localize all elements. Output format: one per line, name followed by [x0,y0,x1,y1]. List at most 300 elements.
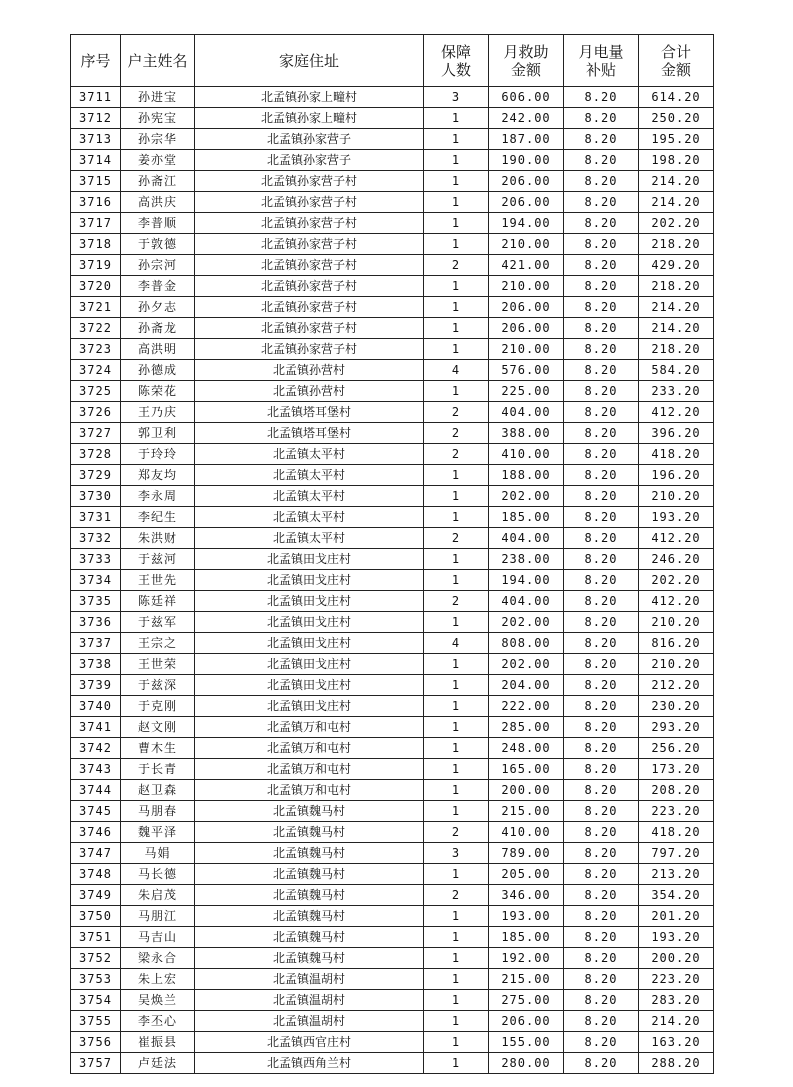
total-cell: 288.20 [639,1053,714,1074]
table-row [71,696,714,717]
relief-cell: 210.00 [489,234,564,255]
name-cell: 李永周 [121,486,195,507]
relief-cell: 242.00 [489,108,564,129]
relief-cell: 215.00 [489,801,564,822]
subsidy-cell: 8.20 [564,738,639,759]
name-cell: 孙进宝 [121,87,195,108]
total-cell: 218.20 [639,276,714,297]
table-row [71,759,714,780]
serial-cell: 3736 [71,612,121,633]
persons-cell: 1 [424,549,489,570]
serial-cell: 3715 [71,171,121,192]
serial-cell: 3730 [71,486,121,507]
total-cell: 210.20 [639,654,714,675]
table-row [71,234,714,255]
serial-cell: 3731 [71,507,121,528]
table-row [71,297,714,318]
subsidy-cell: 8.20 [564,717,639,738]
address-cell: 北孟镇孙家营子 [195,129,424,150]
subsidy-cell: 8.20 [564,633,639,654]
persons-cell: 1 [424,192,489,213]
relief-cell: 789.00 [489,843,564,864]
table-row [71,402,714,423]
subsidy-cell: 8.20 [564,150,639,171]
subsidy-cell: 8.20 [564,1011,639,1032]
serial-cell: 3727 [71,423,121,444]
table-row [71,927,714,948]
total-cell: 193.20 [639,507,714,528]
table-row [71,654,714,675]
address-cell: 北孟镇田戈庄村 [195,549,424,570]
subsidy-cell: 8.20 [564,969,639,990]
name-cell: 吴焕兰 [121,990,195,1011]
name-cell: 王世荣 [121,654,195,675]
persons-cell: 1 [424,381,489,402]
table-row [71,969,714,990]
relief-cell: 193.00 [489,906,564,927]
persons-cell: 1 [424,990,489,1011]
serial-cell: 3739 [71,675,121,696]
total-cell: 418.20 [639,822,714,843]
subsidy-cell: 8.20 [564,276,639,297]
persons-cell: 1 [424,570,489,591]
persons-cell: 1 [424,801,489,822]
total-cell: 202.20 [639,570,714,591]
total-cell: 250.20 [639,108,714,129]
total-cell: 214.20 [639,1011,714,1032]
persons-cell: 2 [424,822,489,843]
table-row [71,381,714,402]
serial-cell: 3733 [71,549,121,570]
subsidy-cell: 8.20 [564,507,639,528]
table-row [71,318,714,339]
address-cell: 北孟镇孙家营子村 [195,234,424,255]
persons-cell: 1 [424,465,489,486]
serial-cell: 3742 [71,738,121,759]
persons-cell: 1 [424,675,489,696]
persons-cell: 2 [424,528,489,549]
name-cell: 魏平泽 [121,822,195,843]
serial-cell: 3748 [71,864,121,885]
header-home-address: 家庭住址 [195,35,424,87]
serial-cell: 3749 [71,885,121,906]
table-row [71,780,714,801]
serial-cell: 3718 [71,234,121,255]
name-cell: 孙夕志 [121,297,195,318]
name-cell: 李丕心 [121,1011,195,1032]
total-cell: 816.20 [639,633,714,654]
relief-cell: 346.00 [489,885,564,906]
table-row [71,444,714,465]
relief-cell: 206.00 [489,171,564,192]
persons-cell: 1 [424,150,489,171]
relief-cell: 410.00 [489,444,564,465]
persons-cell: 1 [424,108,489,129]
serial-cell: 3723 [71,339,121,360]
serial-cell: 3726 [71,402,121,423]
relief-cell: 188.00 [489,465,564,486]
address-cell: 北孟镇孙营村 [195,360,424,381]
table-row [71,906,714,927]
table-row [71,633,714,654]
name-cell: 马娟 [121,843,195,864]
address-cell: 北孟镇孙家上疃村 [195,108,424,129]
persons-cell: 1 [424,654,489,675]
table-row [71,486,714,507]
table-row [71,423,714,444]
persons-cell: 1 [424,717,489,738]
address-cell: 北孟镇魏马村 [195,843,424,864]
relief-cell: 206.00 [489,192,564,213]
subsidy-cell: 8.20 [564,465,639,486]
header-householder-name: 户主姓名 [121,35,195,87]
persons-cell: 1 [424,486,489,507]
header-monthly-relief: 月救助 金额 [489,35,564,87]
relief-cell: 404.00 [489,591,564,612]
subsidy-cell: 8.20 [564,486,639,507]
name-cell: 于敦德 [121,234,195,255]
subsidy-cell: 8.20 [564,801,639,822]
name-cell: 赵文刚 [121,717,195,738]
subsidy-cell: 8.20 [564,654,639,675]
table-row [71,1011,714,1032]
subsidy-cell: 8.20 [564,255,639,276]
subsidy-cell: 8.20 [564,570,639,591]
total-cell: 283.20 [639,990,714,1011]
relief-cell: 185.00 [489,507,564,528]
address-cell: 北孟镇孙家营子 [195,150,424,171]
name-cell: 李普顺 [121,213,195,234]
table-row [71,528,714,549]
address-cell: 北孟镇太平村 [195,507,424,528]
relief-cell: 202.00 [489,612,564,633]
subsidy-cell: 8.20 [564,213,639,234]
address-cell: 北孟镇太平村 [195,486,424,507]
name-cell: 朱洪财 [121,528,195,549]
name-cell: 于长青 [121,759,195,780]
serial-cell: 3743 [71,759,121,780]
serial-cell: 3745 [71,801,121,822]
address-cell: 北孟镇孙家营子村 [195,339,424,360]
address-cell: 北孟镇万和屯村 [195,780,424,801]
total-cell: 230.20 [639,696,714,717]
name-cell: 孙德成 [121,360,195,381]
address-cell: 北孟镇塔耳堡村 [195,402,424,423]
address-cell: 北孟镇万和屯村 [195,759,424,780]
name-cell: 姜亦堂 [121,150,195,171]
subsidy-cell: 8.20 [564,360,639,381]
name-cell: 赵卫森 [121,780,195,801]
relief-cell: 194.00 [489,213,564,234]
address-cell: 北孟镇孙家上疃村 [195,87,424,108]
serial-cell: 3711 [71,87,121,108]
table-row [71,129,714,150]
table-row [71,717,714,738]
name-cell: 高洪庆 [121,192,195,213]
relief-cell: 404.00 [489,402,564,423]
subsidy-cell: 8.20 [564,108,639,129]
total-cell: 223.20 [639,801,714,822]
name-cell: 崔振县 [121,1032,195,1053]
table-header [71,35,714,87]
subsidy-cell: 8.20 [564,843,639,864]
address-cell: 北孟镇田戈庄村 [195,570,424,591]
table-row [71,675,714,696]
subsidy-cell: 8.20 [564,528,639,549]
relief-cell: 155.00 [489,1032,564,1053]
persons-cell: 1 [424,318,489,339]
total-cell: 208.20 [639,780,714,801]
table-row [71,801,714,822]
name-cell: 马朋春 [121,801,195,822]
serial-cell: 3757 [71,1053,121,1074]
name-cell: 马朋江 [121,906,195,927]
address-cell: 北孟镇田戈庄村 [195,633,424,654]
total-cell: 797.20 [639,843,714,864]
name-cell: 于兹军 [121,612,195,633]
table-row [71,192,714,213]
header-row [71,35,714,87]
persons-cell: 1 [424,339,489,360]
address-cell: 北孟镇孙家营子村 [195,255,424,276]
serial-cell: 3713 [71,129,121,150]
relief-cell: 808.00 [489,633,564,654]
name-cell: 李普金 [121,276,195,297]
total-cell: 233.20 [639,381,714,402]
serial-cell: 3729 [71,465,121,486]
header-monthly-electricity-subsidy: 月电量 补贴 [564,35,639,87]
address-cell: 北孟镇万和屯村 [195,717,424,738]
address-cell: 北孟镇孙家营子村 [195,192,424,213]
persons-cell: 1 [424,213,489,234]
serial-cell: 3741 [71,717,121,738]
table-row [71,507,714,528]
subsidy-cell: 8.20 [564,864,639,885]
persons-cell: 2 [424,255,489,276]
serial-cell: 3735 [71,591,121,612]
table-row [71,738,714,759]
table-row [71,948,714,969]
table-row [71,213,714,234]
address-cell: 北孟镇孙家营子村 [195,276,424,297]
subsidy-cell: 8.20 [564,759,639,780]
relief-cell: 238.00 [489,549,564,570]
address-cell: 北孟镇温胡村 [195,990,424,1011]
persons-cell: 4 [424,360,489,381]
total-cell: 584.20 [639,360,714,381]
subsidy-cell: 8.20 [564,234,639,255]
name-cell: 于兹深 [121,675,195,696]
subsidy-cell: 8.20 [564,444,639,465]
serial-cell: 3747 [71,843,121,864]
serial-cell: 3738 [71,654,121,675]
address-cell: 北孟镇塔耳堡村 [195,423,424,444]
relief-cell: 194.00 [489,570,564,591]
relief-cell: 187.00 [489,129,564,150]
total-cell: 214.20 [639,297,714,318]
subsidy-cell: 8.20 [564,696,639,717]
name-cell: 马长德 [121,864,195,885]
serial-cell: 3746 [71,822,121,843]
table-row [71,171,714,192]
subsidy-cell: 8.20 [564,318,639,339]
serial-cell: 3737 [71,633,121,654]
serial-cell: 3725 [71,381,121,402]
name-cell: 朱上宏 [121,969,195,990]
table-row [71,1032,714,1053]
total-cell: 412.20 [639,402,714,423]
address-cell: 北孟镇孙营村 [195,381,424,402]
relief-cell: 185.00 [489,927,564,948]
relief-cell: 421.00 [489,255,564,276]
address-cell: 北孟镇西角兰村 [195,1053,424,1074]
relief-cell: 222.00 [489,696,564,717]
subsidy-cell: 8.20 [564,192,639,213]
subsidy-cell: 8.20 [564,423,639,444]
address-cell: 北孟镇魏马村 [195,948,424,969]
name-cell: 于兹河 [121,549,195,570]
serial-cell: 3724 [71,360,121,381]
relief-cell: 206.00 [489,318,564,339]
table-row [71,276,714,297]
subsidy-cell: 8.20 [564,822,639,843]
relief-cell: 205.00 [489,864,564,885]
address-cell: 北孟镇田戈庄村 [195,591,424,612]
persons-cell: 1 [424,1053,489,1074]
table-row [71,591,714,612]
name-cell: 曹木生 [121,738,195,759]
name-cell: 孙宪宝 [121,108,195,129]
table-row [71,150,714,171]
subsidy-cell: 8.20 [564,885,639,906]
name-cell: 王乃庆 [121,402,195,423]
total-cell: 214.20 [639,171,714,192]
persons-cell: 1 [424,276,489,297]
total-cell: 195.20 [639,129,714,150]
persons-cell: 2 [424,591,489,612]
serial-cell: 3751 [71,927,121,948]
table-row [71,843,714,864]
address-cell: 北孟镇万和屯村 [195,738,424,759]
relief-cell: 215.00 [489,969,564,990]
serial-cell: 3756 [71,1032,121,1053]
relief-cell: 285.00 [489,717,564,738]
subsidy-cell: 8.20 [564,927,639,948]
name-cell: 高洪明 [121,339,195,360]
subsidy-cell: 8.20 [564,906,639,927]
subsidy-cell: 8.20 [564,297,639,318]
address-cell: 北孟镇太平村 [195,528,424,549]
address-cell: 北孟镇太平村 [195,444,424,465]
total-cell: 218.20 [639,234,714,255]
relief-roster-table [70,34,714,1074]
relief-cell: 606.00 [489,87,564,108]
serial-cell: 3720 [71,276,121,297]
total-cell: 412.20 [639,591,714,612]
table-row [71,990,714,1011]
persons-cell: 4 [424,633,489,654]
relief-cell: 165.00 [489,759,564,780]
name-cell: 王宗之 [121,633,195,654]
serial-cell: 3752 [71,948,121,969]
persons-cell: 1 [424,1011,489,1032]
persons-cell: 1 [424,969,489,990]
name-cell: 陈荣花 [121,381,195,402]
relief-cell: 248.00 [489,738,564,759]
name-cell: 梁永合 [121,948,195,969]
total-cell: 202.20 [639,213,714,234]
total-cell: 246.20 [639,549,714,570]
address-cell: 北孟镇温胡村 [195,969,424,990]
persons-cell: 1 [424,171,489,192]
name-cell: 孙宗华 [121,129,195,150]
subsidy-cell: 8.20 [564,780,639,801]
total-cell: 213.20 [639,864,714,885]
address-cell: 北孟镇魏马村 [195,801,424,822]
subsidy-cell: 8.20 [564,675,639,696]
total-cell: 163.20 [639,1032,714,1053]
persons-cell: 2 [424,423,489,444]
serial-cell: 3750 [71,906,121,927]
serial-cell: 3717 [71,213,121,234]
persons-cell: 1 [424,1032,489,1053]
subsidy-cell: 8.20 [564,990,639,1011]
relief-cell: 206.00 [489,297,564,318]
address-cell: 北孟镇孙家营子村 [195,318,424,339]
total-cell: 218.20 [639,339,714,360]
address-cell: 北孟镇田戈庄村 [195,612,424,633]
address-cell: 北孟镇孙家营子村 [195,297,424,318]
address-cell: 北孟镇田戈庄村 [195,675,424,696]
table-body [71,87,714,1074]
name-cell: 郑友均 [121,465,195,486]
serial-cell: 3734 [71,570,121,591]
total-cell: 412.20 [639,528,714,549]
subsidy-cell: 8.20 [564,339,639,360]
total-cell: 214.20 [639,318,714,339]
relief-cell: 200.00 [489,780,564,801]
header-insured-persons: 保障 人数 [424,35,489,87]
relief-cell: 202.00 [489,654,564,675]
name-cell: 于玲玲 [121,444,195,465]
relief-cell: 225.00 [489,381,564,402]
persons-cell: 3 [424,87,489,108]
total-cell: 214.20 [639,192,714,213]
persons-cell: 1 [424,948,489,969]
table-row [71,465,714,486]
address-cell: 北孟镇太平村 [195,465,424,486]
address-cell: 北孟镇田戈庄村 [195,654,424,675]
address-cell: 北孟镇魏马村 [195,822,424,843]
name-cell: 孙宗河 [121,255,195,276]
name-cell: 郭卫利 [121,423,195,444]
relief-cell: 190.00 [489,150,564,171]
persons-cell: 1 [424,297,489,318]
total-cell: 198.20 [639,150,714,171]
persons-cell: 1 [424,696,489,717]
address-cell: 北孟镇温胡村 [195,1011,424,1032]
subsidy-cell: 8.20 [564,549,639,570]
name-cell: 陈廷祥 [121,591,195,612]
persons-cell: 1 [424,864,489,885]
subsidy-cell: 8.20 [564,948,639,969]
relief-cell: 202.00 [489,486,564,507]
total-cell: 193.20 [639,927,714,948]
persons-cell: 1 [424,612,489,633]
total-cell: 210.20 [639,486,714,507]
total-cell: 614.20 [639,87,714,108]
relief-cell: 280.00 [489,1053,564,1074]
